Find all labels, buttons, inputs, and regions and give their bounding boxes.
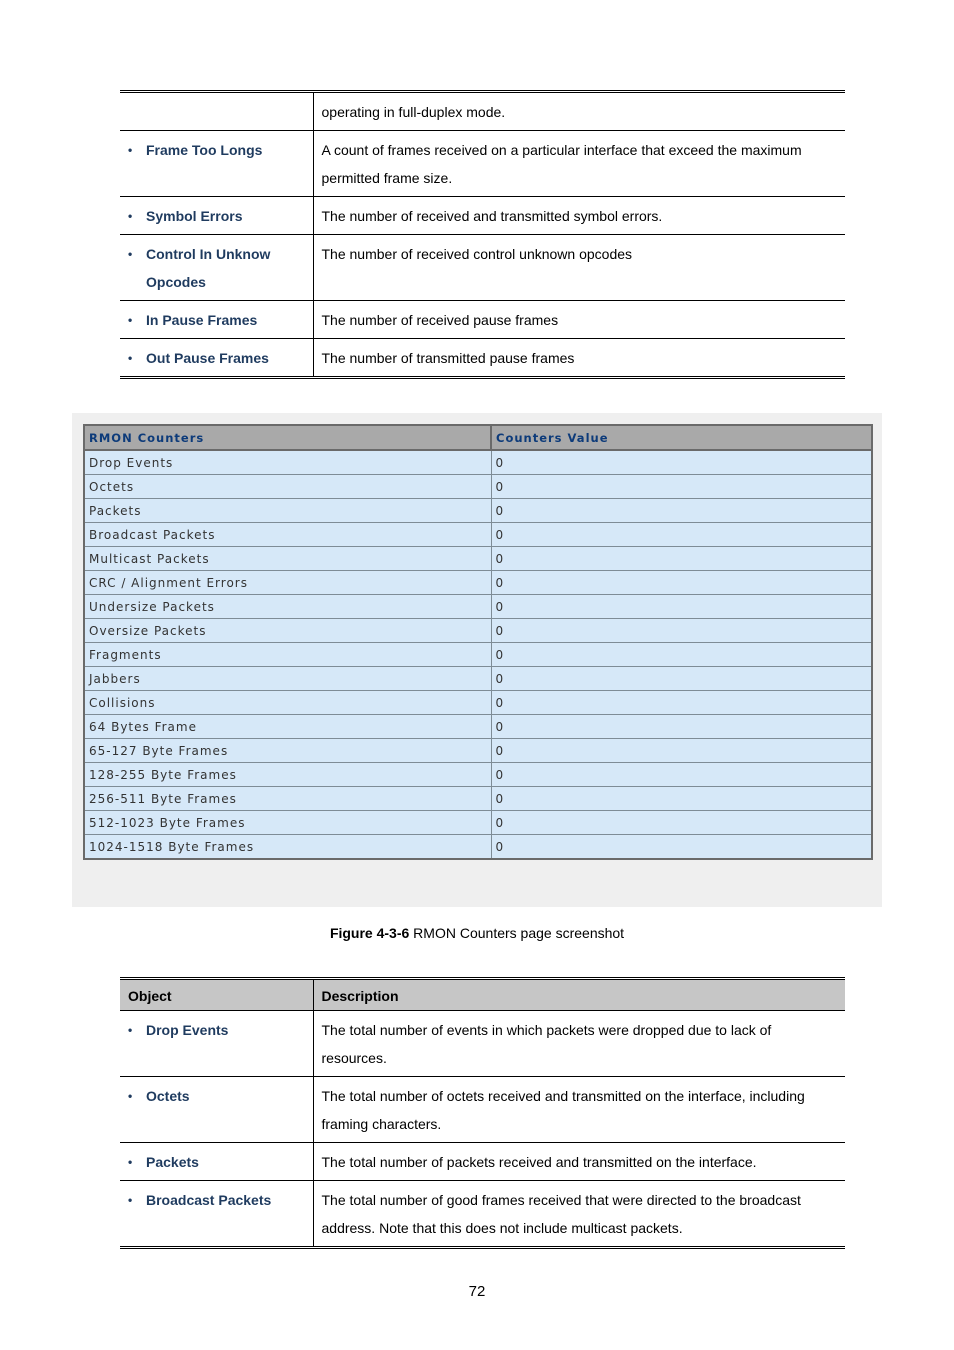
bullet-icon: •	[128, 1089, 133, 1103]
rmon-row	[84, 475, 872, 499]
description-cell: The total number of good frames received that were directed to the broadcast address. Note that this does not include multicast packets.	[313, 1181, 845, 1248]
rmon-row	[84, 450, 872, 475]
rmon-body	[84, 450, 872, 859]
bullet-icon: •	[128, 143, 133, 157]
counter-name: 1024-1518 Byte Frames	[84, 835, 491, 860]
rmon-row	[84, 787, 872, 811]
counter-value: 0	[491, 811, 872, 835]
counter-name: Multicast Packets	[84, 547, 491, 571]
counter-name: Broadcast Packets	[84, 523, 491, 547]
counter-name: 128-255 Byte Frames	[84, 763, 491, 787]
counter-name: CRC / Alignment Errors	[84, 571, 491, 595]
counter-value: 0	[491, 739, 872, 763]
description-cell: The number of received control unknown opcodes	[313, 235, 845, 301]
bullet-icon: •	[128, 1023, 133, 1037]
counter-value: 0	[491, 499, 872, 523]
table-row	[120, 92, 845, 131]
object-cell	[120, 1181, 313, 1248]
counter-value: 0	[491, 523, 872, 547]
description-header: Description	[313, 979, 845, 1011]
counter-name: Fragments	[84, 643, 491, 667]
object-cell	[120, 339, 313, 378]
object-label: Octets	[146, 1088, 190, 1104]
rmon-header-row	[84, 425, 872, 450]
counter-name: Oversize Packets	[84, 619, 491, 643]
counter-value: 0	[491, 763, 872, 787]
rmon-row	[84, 763, 872, 787]
table-row	[120, 131, 845, 197]
table-row	[120, 235, 845, 301]
object-label: Packets	[146, 1154, 199, 1170]
object-cell	[120, 301, 313, 339]
header-row	[120, 979, 845, 1011]
figure-label: Figure 4-3-6	[329, 925, 410, 941]
object-label: Symbol Errors	[146, 208, 243, 224]
description-cell: The number of transmitted pause frames	[313, 339, 845, 378]
counter-name: Drop Events	[84, 450, 491, 475]
table-row	[120, 197, 845, 235]
table-row	[120, 1011, 845, 1077]
object-cell	[120, 1143, 313, 1181]
figure-text: RMON Counters page screenshot	[409, 925, 625, 941]
rmon-row	[84, 667, 872, 691]
counters-value-header: Counters Value	[491, 425, 872, 450]
description-cell: The total number of packets received and transmitted on the interface.	[313, 1143, 845, 1181]
counter-value: 0	[491, 691, 872, 715]
table-row	[120, 1077, 845, 1143]
rmon-row	[84, 811, 872, 835]
object-label: In Pause Frames	[146, 312, 258, 328]
bullet-icon: •	[128, 313, 133, 327]
counter-value: 0	[491, 667, 872, 691]
object-cell	[120, 1011, 313, 1077]
top-description-table	[120, 90, 845, 379]
rmon-row	[84, 523, 872, 547]
object-cell	[120, 235, 313, 301]
counter-value: 0	[491, 787, 872, 811]
counter-value: 0	[491, 450, 872, 475]
object-cell	[120, 197, 313, 235]
rmon-row	[84, 739, 872, 763]
figure-caption	[0, 925, 954, 941]
bottom-description-table	[120, 977, 845, 1249]
counter-name: Packets	[84, 499, 491, 523]
counter-value: 0	[491, 715, 872, 739]
description-cell: A count of frames received on a particular interface that exceed the maximum permitted frame size.	[313, 131, 845, 197]
description-cell: The number of received and transmitted symbol errors.	[313, 197, 845, 235]
counter-value: 0	[491, 835, 872, 860]
counter-value: 0	[491, 595, 872, 619]
description-cell: The number of received pause frames	[313, 301, 845, 339]
rmon-row	[84, 619, 872, 643]
bullet-icon: •	[128, 247, 133, 261]
counter-name: 256-511 Byte Frames	[84, 787, 491, 811]
rmon-row	[84, 571, 872, 595]
rmon-row	[84, 547, 872, 571]
object-cell	[120, 131, 313, 197]
table-row	[120, 301, 845, 339]
table-row	[120, 339, 845, 378]
object-label: Drop Events	[146, 1022, 229, 1038]
bullet-icon: •	[128, 1155, 133, 1169]
rmon-row	[84, 499, 872, 523]
bullet-icon: •	[128, 1193, 133, 1207]
rmon-row	[84, 835, 872, 860]
counter-value: 0	[491, 643, 872, 667]
table-row	[120, 1143, 845, 1181]
counter-value: 0	[491, 619, 872, 643]
counter-value: 0	[491, 547, 872, 571]
description-cell: The total number of octets received and transmitted on the interface, including framing characters.	[313, 1077, 845, 1143]
rmon-row	[84, 595, 872, 619]
rmon-screenshot	[72, 413, 882, 907]
rmon-counters-table	[83, 424, 873, 860]
counter-value: 0	[491, 475, 872, 499]
rmon-counters-header: RMON Counters	[84, 425, 491, 450]
description-cell: operating in full-duplex mode.	[313, 92, 845, 131]
bullet-icon: •	[128, 209, 133, 223]
rmon-row	[84, 691, 872, 715]
counter-value: 0	[491, 571, 872, 595]
rmon-row	[84, 715, 872, 739]
object-cell	[120, 1077, 313, 1143]
table-row	[120, 1181, 845, 1248]
object-label: Frame Too Longs	[146, 142, 263, 158]
object-header: Object	[120, 979, 313, 1011]
counter-name: 512-1023 Byte Frames	[84, 811, 491, 835]
object-cell	[120, 92, 313, 131]
object-label: Broadcast Packets	[146, 1192, 272, 1208]
description-cell: The total number of events in which packets were dropped due to lack of resources.	[313, 1011, 845, 1077]
counter-name: Jabbers	[84, 667, 491, 691]
object-label: Out Pause Frames	[146, 350, 269, 366]
counter-name: 64 Bytes Frame	[84, 715, 491, 739]
bullet-icon: •	[128, 351, 133, 365]
rmon-row	[84, 643, 872, 667]
counter-name: Undersize Packets	[84, 595, 491, 619]
counter-name: 65-127 Byte Frames	[84, 739, 491, 763]
counter-name: Octets	[84, 475, 491, 499]
page-number: 72	[468, 1283, 486, 1300]
counter-name: Collisions	[84, 691, 491, 715]
object-label: Control In Unknow Opcodes	[146, 246, 271, 290]
